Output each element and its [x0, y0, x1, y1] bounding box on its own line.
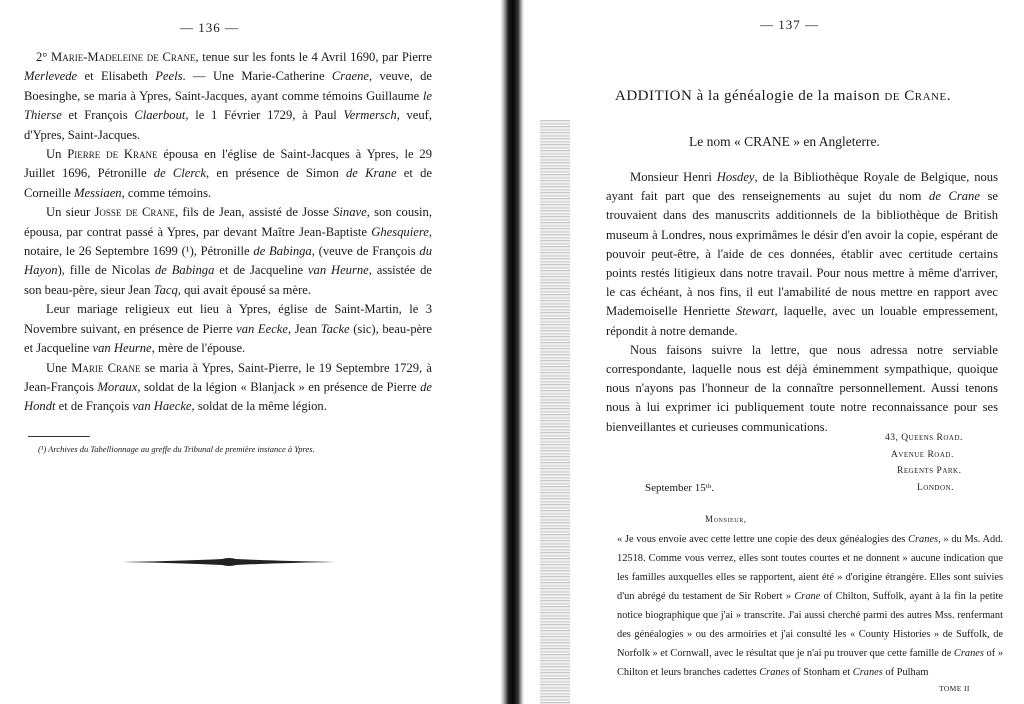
paragraph: Monsieur Henri Hosdey, de la Bibliothèque Royale de Belgique, nous ayant fait part que des renseignements au sujet du nom de Crane se trouvaient dans des manuscrits additionnels de la bibliothèque de British museum à Londres, nous exprimâmes le désir d'en avoir la copie, espérant de pouvoir peut-être, à l'aide de ces données, établir avec certitude certains points restés litigieux dans notre travail. Pour nous mettre à même d'arriver, le cas échéant, à nos fins, il eut l'amabilité de nous mettre en rapport avec Mademoiselle Henriette Stewart, laquelle, avec un louable empressement, répondit à notre demande. [606, 170, 998, 338]
footnote-rule [28, 436, 90, 437]
italic-name: de Crane [929, 189, 980, 204]
italic-name: Stewart [735, 304, 775, 319]
paragraph: 2° Marie-Madeleine de Crane, tenue sur les fonts le 4 Avril 1690, par Pierre Merlevede et Elisabeth Peels. — Une Marie-Catherine Craene, veuve, de Boesinghe, se maria à Ypres, Saint-Jacques, ayant comme témoins Guillaume le Thierse et François Claerbout, le 1 Février 1729, à Paul Vermersch, veuf, d'Ypres, Saint-Jacques. [24, 50, 433, 142]
italic-name: de Hondt [24, 379, 432, 414]
italic-name: Tacke [320, 321, 350, 336]
italic-name: Crane [794, 591, 821, 602]
italic-name: de Babinga [154, 263, 215, 278]
italic-name: van Heurne [92, 341, 152, 356]
address-line: Avenue Road. [891, 449, 954, 460]
left-page [0, 0, 505, 704]
letter-date: September 15ᵗʰ. [645, 482, 715, 494]
letter-salutation: Monsieur, [705, 514, 747, 524]
italic-name: Peels [155, 69, 183, 84]
italic-name: Hosdey [716, 170, 755, 184]
section-subtitle: Le nom « CRANE » en Angleterre. [689, 134, 880, 149]
italic-name: le Thierse [24, 88, 432, 123]
letter-address [885, 430, 963, 496]
small-caps-name: Pierre de Krane [67, 147, 158, 162]
small-caps-name: Marie-Madeleine de Crane [51, 50, 196, 64]
italic-name: Messiaen [74, 185, 122, 200]
italic-name: Moraux [97, 379, 138, 394]
italic-name: Cranes [953, 648, 984, 659]
italic-name: Tacq [153, 282, 178, 297]
right-page [515, 0, 1024, 704]
page-number-left: — 136 — [180, 20, 239, 35]
right-page-text [606, 168, 998, 437]
address-line: Regents Park. [897, 466, 962, 477]
italic-name: Cranes [908, 534, 939, 545]
italic-name: du Hayon [24, 244, 432, 278]
small-caps-name: Josse de Crane [94, 205, 175, 220]
ornament-divider [122, 557, 336, 567]
letter-text: « Je vous envoie avec cette lettre une copie des deux généalogies des Cranes, » du Ms. Add. 12518. Comme vous verrez, elles sont toutes courtes et ne donnent » aucune indication que les familles auxquelles elles se rapportent, aient été » d'origine étrangère. Elles sont suivies d'un abrégé du testament de Sir Robert » Crane of Chilton, Suffolk, ayant à la fin la petite notice biographique que j'ai » transcrite. J'ai aussi cherché parmi des autres Mss. renfermant des généalogies » ou des armoiries et j'ai consulté les « County Histories » de Suffolk, de Norfolk » et Cornwall, avec le résultat que je n'ai pu trouver que cette famille de Cranes of » Chilton et leurs branches cadettes Cranes of Stonham et Cranes of Pulham [617, 534, 1004, 678]
footnote: (¹) Archives du Tabellionnage au greffe du Tribunal de première instance à Ypres. [38, 444, 315, 454]
italic-name: van Heurne [307, 263, 369, 278]
italic-name: Sinave [333, 205, 367, 220]
italic-name: van Eecke [236, 321, 288, 336]
italic-name: de Krane [345, 166, 397, 181]
paragraph: Leur mariage religieux eut lieu à Ypres, église de Saint-Martin, le 3 Novembre suivant, en présence de Pierre van Eecke, Jean Tacke (sic), beau-père et Jacqueline van Heurne, mère de l'épouse. [24, 302, 432, 356]
paragraph: Un sieur Josse de Crane, fils de Jean, assisté de Josse Sinave, son cousin, épousa, par contrat passé à Ypres, par devant Maître Jean-Baptiste Ghesquiere, notaire, le 26 Septembre 1699 (¹), Pétronille de Babinga, (veuve de François du Hayon), fille de Nicolas de Babinga et de Jacqueline van Heurne, assistée de son beau-père, sieur Jean Tacq, qui avait épousé sa mère. [24, 205, 432, 297]
section-title: ADDITION à la généalogie de la maison de Crane. [615, 88, 951, 104]
italic-name: Ghesquiere [371, 224, 429, 239]
italic-name: de Babinga [253, 244, 312, 259]
paragraph: Nous faisons suivre la lettre, que nous adressa notre serviable correspondante, laquelle nous est déjà éminemment sympathique, quoique nous n'ayons pas l'honneur de la connaître personnellement. Aussi tenons nous à lui exprimer ici publiquement toute notre reconnaissance pour ses bienveillantes et curieuses communications. [606, 342, 998, 434]
small-caps-name: Marie Crane [71, 360, 141, 375]
address-line: London. [917, 482, 954, 493]
left-page-text [24, 48, 432, 417]
signature-mark: TOME II [939, 684, 970, 693]
small-caps-name: de Crane [884, 88, 947, 104]
italic-name: Claerbout [134, 108, 186, 123]
italic-name: Craene [331, 69, 369, 84]
italic-name: Cranes [852, 667, 883, 678]
page-number-right: — 137 — [760, 17, 819, 32]
italic-name: Vermersch [343, 108, 397, 123]
paragraph: Une Marie Crane se maria à Ypres, Saint-Pierre, le 19 Septembre 1729, à Jean-François Moraux, soldat de la légion « Blanjack » en présence de Pierre de Hondt et de François van Haecke, soldat de la même légion. [24, 360, 432, 414]
paragraph: Un Pierre de Krane épousa en l'église de Saint-Jacques à Ypres, le 29 Juillet 1696, Pétronille de Clerck, en présence de Simon de Krane et de Corneille Messiaen, comme témoins. [24, 147, 433, 200]
italic-name: Cranes [759, 667, 790, 678]
italic-name: van Haecke [132, 399, 192, 414]
italic-name: Merlevede [24, 69, 78, 84]
address-line: 43, Queens Road. [885, 433, 963, 443]
italic-name: de Clerck [153, 166, 206, 181]
